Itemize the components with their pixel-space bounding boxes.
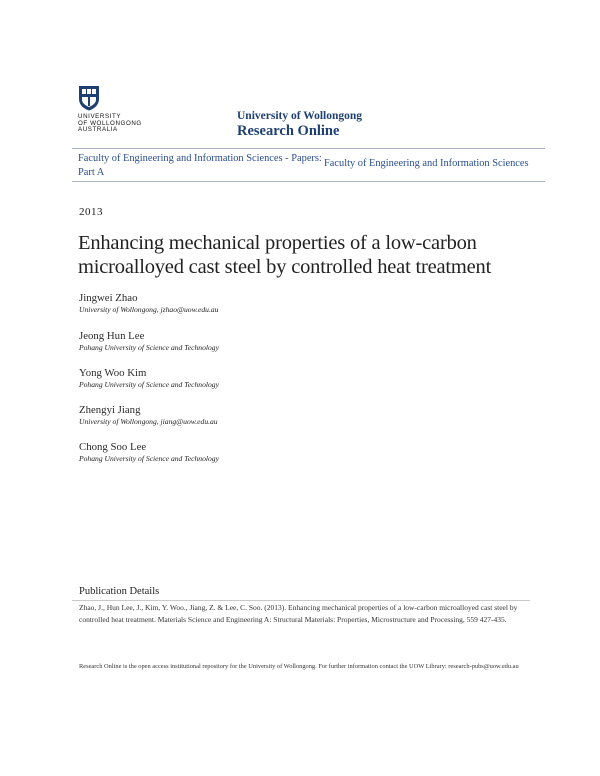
author-name: Jingwei Zhao	[79, 292, 138, 304]
author-entry	[79, 330, 219, 352]
author-affiliation: Pohang University of Science and Technology	[79, 380, 219, 389]
publication-details-heading: Publication Details	[79, 586, 160, 597]
logo-line-2: OF WOLLONGONG	[78, 119, 142, 127]
author-name: Zhengyi Jiang	[79, 404, 141, 416]
author-name: Yong Woo Kim	[79, 367, 147, 379]
author-name: Jeong Hun Lee	[79, 330, 145, 342]
crest-icon	[78, 85, 100, 111]
repository-header	[237, 110, 362, 140]
author-entry	[79, 441, 219, 463]
repository-university[interactable]: University of Wollongong	[237, 110, 363, 122]
author-name: Chong Soo Lee	[79, 441, 147, 453]
collection-nav	[72, 148, 545, 182]
repository-name[interactable]: Research Online	[237, 123, 340, 139]
logo-line-3: AUSTRALIA	[78, 126, 118, 133]
author-entry	[79, 404, 218, 426]
author-affiliation: Pohang University of Science and Technology	[79, 343, 219, 352]
divider	[72, 600, 530, 601]
author-affiliation: University of Wollongong, jzhao@uow.edu.au	[79, 305, 219, 314]
university-logo	[78, 85, 148, 137]
publication-details-text: Zhao, J., Hun Lee, J., Kim, Y. Woo., Jiang, Z. & Lee, C. Soo. (2013). Enhancing mechanical properties of a low-carbon microalloyed cast steel by controlled heat treatment. Materials Science and Engineering A: Structural Materials: Properties, Microstructure and Processing, 559 427-435.	[79, 603, 518, 624]
faculty-link[interactable]: Faculty of Engineering and Information Sciences	[324, 158, 529, 169]
collection-link[interactable]: Faculty of Engineering and Information Sciences - Papers: Part A	[78, 153, 322, 178]
publication-year: 2013	[79, 206, 103, 218]
logo-line-1: UNIVERSITY	[78, 113, 122, 120]
author-affiliation: Pohang University of Science and Technology	[79, 454, 219, 463]
author-affiliation: University of Wollongong, jiang@uow.edu.au	[79, 417, 218, 426]
author-entry	[79, 292, 218, 314]
author-entry	[79, 367, 219, 389]
paper-title: Enhancing mechanical properties of a low-carbon microalloyed cast steel by controlled heat treatment	[78, 232, 492, 278]
repository-footer: Research Online is the open access institutional repository for the University of Wollongong. For further information contact the UOW Library: research-pubs@uow.edu.au	[79, 663, 519, 670]
